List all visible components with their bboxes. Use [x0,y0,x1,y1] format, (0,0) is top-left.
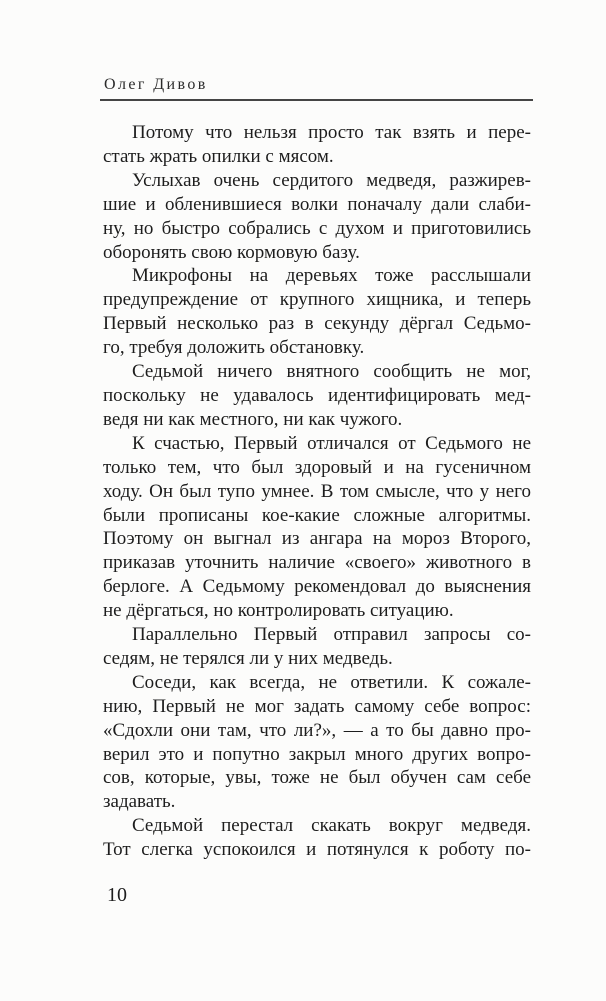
paragraph [103,432,531,623]
text-line: сов, которые, увы, тоже не был обучен сам себе [103,767,531,789]
paragraph [103,671,531,814]
paragraph [103,264,531,360]
page-number: 10 [107,884,127,906]
text-line: оборонять свою кормовую базу. [103,241,360,263]
paragraph [103,121,531,169]
text-block [103,121,531,862]
text-line: К счастью, Первый отличался от Седьмого не [132,432,531,454]
text-line: Тот слегка успокоился и потянулся к роботу по- [103,839,531,861]
text-line: только тем, что был здоровый и на гусеничном [103,456,531,478]
text-line: нию, Первый не мог задать самому себе вопрос: [103,695,531,717]
text-line: были прописаны кое-какие сложные алгоритмы. [103,504,531,526]
text-line: Услыхав очень сердитого медведя, разжирев- [132,169,531,191]
page-header [100,76,533,94]
text-line: поскольку не удавалось идентифицировать мед- [103,384,531,406]
text-line: шие и обленившиеся волки поначалу дали слаби- [103,193,531,215]
text-line: седям, не терялся ли у них медведь. [103,647,393,669]
paragraph [103,169,531,265]
text-line: Микрофоны на деревьях тоже расслышали [132,265,531,287]
text-line: Поэтому он выгнал из ангара на мороз Второго, [103,528,531,550]
text-line: ведя ни как местного, ни как чужого. [103,408,403,430]
text-line: Седьмой ничего внятного сообщить не мог, [132,361,531,383]
header-rule [100,99,533,101]
text-line: «Сдохли они там, что ли?», — а то бы давно про- [103,719,531,741]
text-line: ходу. Он был тупо умнее. В том смысле, что у него [103,480,531,502]
text-line: го, требуя доложить обстановку. [103,337,365,359]
text-line: Потому что нельзя просто так взять и пере- [132,122,531,143]
author-name: Олег Дивов [104,76,208,93]
text-line: задавать. [103,791,176,813]
paragraph [103,814,531,862]
text-line: Соседи, как всегда, не ответили. К сожале- [132,671,531,693]
text-line: предупреждение от крупного хищника, и теперь [103,289,531,311]
text-line: берлоге. А Седьмому рекомендовал до выяснения [103,576,531,598]
text-line: Седьмой перестал скакать вокруг медведя. [132,815,531,837]
paragraph [103,623,531,671]
text-line: верил это и попутно закрыл много других вопро- [103,743,531,765]
text-line: не дёргаться, но контролировать ситуацию. [103,600,454,622]
text-line: ну, но быстро собрались с духом и приготовились [103,217,531,239]
text-line: Параллельно Первый отправил запросы со- [132,624,531,646]
text-line: приказав уточнить наличие «своего» животного в [103,552,531,574]
text-line: стать жрать опилки с мясом. [103,145,334,167]
text-line: Первый несколько раз в секунду дёргал Седьмо- [103,313,531,335]
paragraph [103,360,531,432]
